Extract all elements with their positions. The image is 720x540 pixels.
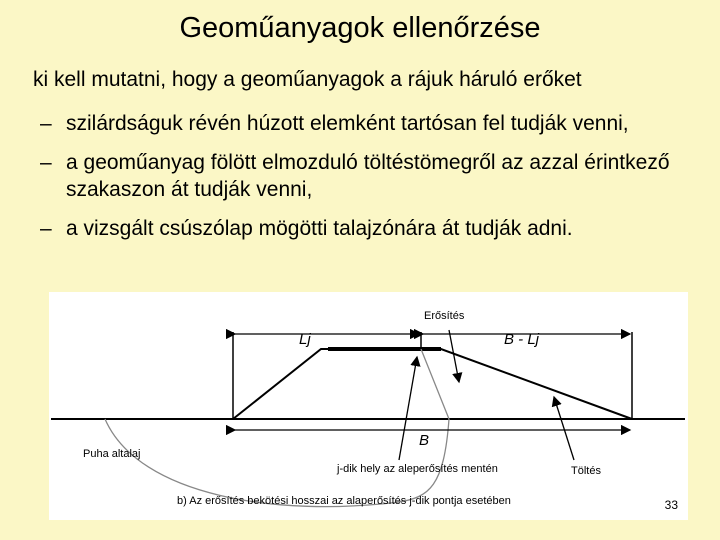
label-point-j: j-dik hely az aleperősítés mentén (337, 463, 498, 475)
embankment-arrow (554, 397, 574, 460)
label-b-minus-lj: B - Lj (504, 331, 540, 348)
bullet-text: szilárdságuk révén húzott elemként tartósan fel tudják venni, (66, 112, 629, 135)
embankment-drawing (49, 292, 688, 520)
point-j-arrow (399, 357, 417, 460)
label-b: B (419, 432, 430, 449)
bullet-dash: – (40, 217, 52, 240)
slide-title: Geoműanyagok ellenőrzése (179, 12, 541, 44)
bullet-item (40, 110, 710, 137)
figure-caption: b) Az erősítés bekötési hosszai az alaperősítés j-dik pontja esetében (177, 495, 511, 507)
label-embankment: Töltés (571, 465, 601, 477)
bullet-item (40, 149, 710, 203)
label-soft-soil: Puha altalaj (83, 448, 141, 460)
page-number: 33 (664, 498, 678, 512)
bullet-text: a vizsgált csúszólap mögötti talajzónára át tudják adni. (66, 217, 573, 240)
bullet-list (40, 110, 710, 254)
embankment-diagram (49, 292, 688, 520)
bullet-text: a geoműanyag fölött elmozduló töltéstömegről az azzal érintkező szakaszon át tudják venni, (66, 151, 670, 201)
label-lj: Lj (299, 331, 311, 348)
slip-surface-up (421, 349, 449, 419)
bullet-dash: – (40, 112, 52, 135)
bullet-dash: – (40, 151, 52, 174)
bullet-item (40, 215, 710, 242)
intro-text: ki kell mutatni, hogy a geoműanyagok a rájuk háruló erőket (33, 68, 582, 91)
embankment-outline (233, 349, 632, 419)
label-reinforcement: Erősítés (424, 310, 465, 322)
